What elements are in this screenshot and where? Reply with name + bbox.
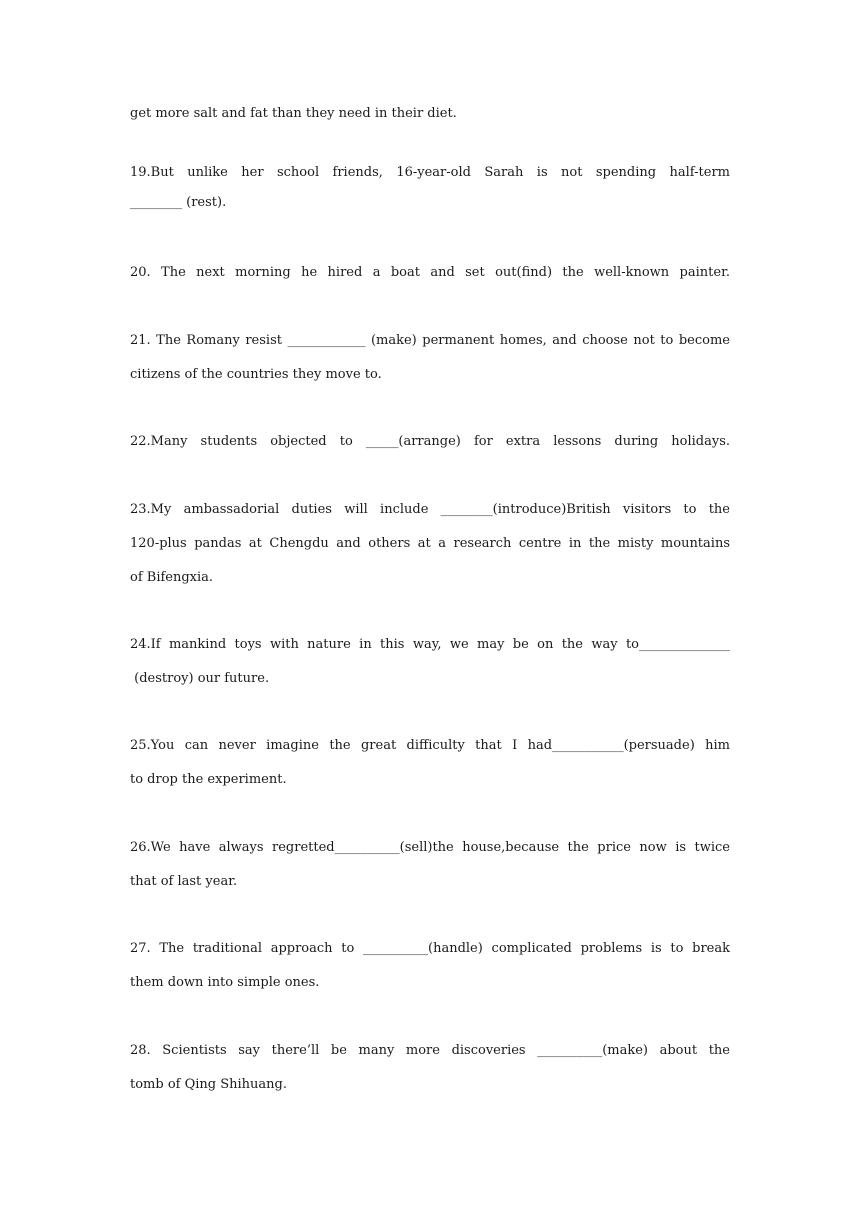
question-21-line-1: 21. The Romany resist ____________ (make) permanent homes, and choose not to become [130,333,730,348]
question-27-line-2: them down into simple ones. [130,975,320,990]
question-25-line-2: to drop the experiment. [130,772,287,787]
question-24-line-1: 24.If mankind toys with nature in this way, we may be on the way to______________ [130,637,730,652]
question-23-line-1: 23.My ambassadorial duties will include ________(introduce)British visitors to the [130,502,730,517]
question-25-line-1: 25.You can never imagine the great difficulty that I had___________(persuade) him [130,738,730,753]
question-22: 22.Many students objected to _____(arrange) for extra lessons during holidays. [130,434,730,449]
question-28-line-2: tomb of Qing Shihuang. [130,1077,288,1092]
question-19-line-1: 19.But unlike her school friends, 16-year-old Sarah is not spending half-term [130,165,730,180]
question-26-line-1: 26.We have always regretted__________(sell)the house,because the price now is twice [130,840,730,855]
question-19-line-2: ________ (rest). [130,195,227,210]
question-20: 20. The next morning he hired a boat and set out(find) the well-known painter. [130,265,730,280]
carry-over-line: get more salt and fat than they need in their diet. [130,106,457,121]
question-24-line-2: (destroy) our future. [130,671,270,686]
question-23-line-3: of Bifengxia. [130,570,214,585]
question-21-line-2: citizens of the countries they move to. [130,367,382,382]
question-23-line-2: 120-plus pandas at Chengdu and others at a research centre in the misty mountains [130,536,730,551]
question-26-line-2: that of last year. [130,874,238,889]
question-28-line-1: 28. Scientists say there’ll be many more discoveries __________(make) about the [130,1043,730,1058]
question-27-line-1: 27. The traditional approach to __________(handle) complicated problems is to break [130,941,730,956]
